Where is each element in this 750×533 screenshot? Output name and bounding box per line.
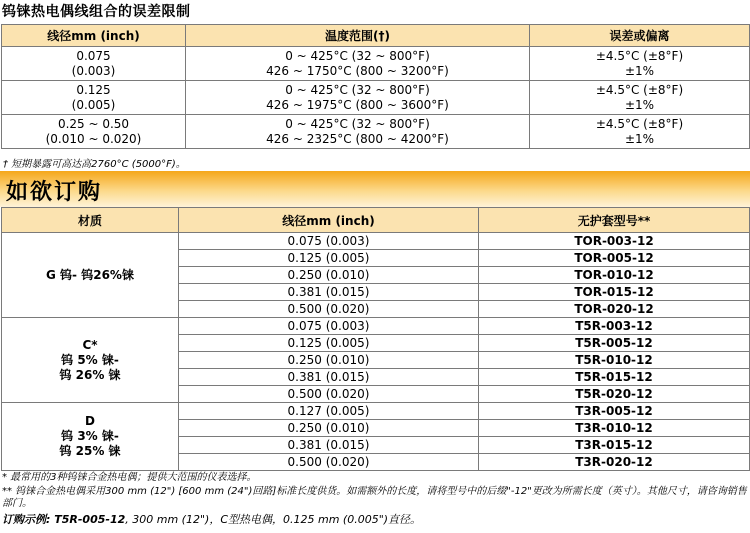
diameter-cell [2, 47, 186, 81]
col-header-temp-range: 温度范围(†) [186, 25, 530, 47]
model-code-cell: T3R-015-12 [479, 437, 750, 454]
material-line: 钨 3% 铼- [61, 429, 119, 443]
material-cell [2, 403, 179, 471]
model-code-cell: T3R-005-12 [479, 403, 750, 420]
model-code-cell: T5R-003-12 [479, 318, 750, 335]
cell-line: 426 ~ 1750°C (800 ~ 3200°F) [266, 63, 449, 78]
material-line: 钨 5% 铼- [61, 352, 119, 367]
table-row [2, 47, 750, 81]
model-code-cell: TOR-005-12 [479, 250, 750, 267]
diameter-cell: 0.125 (0.005) [179, 250, 479, 267]
table-header-row [2, 25, 750, 47]
diameter-cell: 0.381 (0.015) [179, 369, 479, 386]
cell-line: ±4.5°C (±8°F) [595, 48, 684, 63]
page-title: 钨铼热电偶线组合的误差限制 [2, 4, 191, 20]
error-limits-table [1, 24, 750, 149]
table-header-row [2, 208, 750, 233]
cell-line: 0.075 [76, 48, 111, 63]
table-row [2, 115, 750, 149]
material-line: G 钨- 钨26%铼 [46, 267, 134, 282]
col-header-error: 误差或偏离 [530, 25, 750, 47]
cell-line: 0 ~ 425°C (32 ~ 800°F) [285, 116, 430, 131]
temp-cell [186, 81, 530, 115]
diameter-cell: 0.250 (0.010) [179, 420, 479, 437]
cell-line: ±4.5°C (±8°F) [595, 116, 684, 131]
col-header-diameter: 线径mm (inch) [179, 208, 479, 233]
table-row [2, 318, 750, 335]
model-code-cell: T5R-015-12 [479, 369, 750, 386]
model-code-cell: TOR-015-12 [479, 284, 750, 301]
diameter-cell: 0.381 (0.015) [179, 437, 479, 454]
model-code-cell: T3R-020-12 [479, 454, 750, 471]
col-header-diameter: 线径mm (inch) [2, 25, 186, 47]
material-cell [2, 233, 179, 318]
material-line: C* [82, 337, 98, 352]
temp-cell [186, 47, 530, 81]
cell-line: 426 ~ 1975°C (800 ~ 3600°F) [266, 97, 449, 112]
length-footnote: ** 钨铼合金热电偶采用300 mm (12") [600 mm (24")回路]标准长度供货。如需额外的长度，请将型号中的后缀"-12"更改为所需长度（英寸）。其他尺寸，请咨询销售部门。 [2, 486, 747, 509]
cell-line: ±1% [624, 63, 655, 78]
cell-line: 0.25 ~ 0.50 [57, 116, 130, 131]
diameter-cell [2, 81, 186, 115]
temp-cell [186, 115, 530, 149]
diameter-cell: 0.125 (0.005) [179, 335, 479, 352]
common-footnote: * 最常用的3种钨铼合金热电偶；提供大范围的仪表选择。 [2, 472, 257, 483]
error-cell [530, 115, 750, 149]
model-code-cell: TOR-010-12 [479, 267, 750, 284]
cell-line: ±4.5°C (±8°F) [595, 82, 684, 97]
diameter-cell: 0.075 (0.003) [179, 318, 479, 335]
order-example [2, 514, 421, 526]
cell-line: (0.003) [71, 63, 116, 78]
cell-line: 0 ~ 425°C (32 ~ 800°F) [285, 82, 430, 97]
diameter-cell: 0.075 (0.003) [179, 233, 479, 250]
diameter-cell [2, 115, 186, 149]
cell-line: ±1% [624, 97, 655, 112]
material-cell [2, 318, 179, 403]
diameter-cell: 0.500 (0.020) [179, 386, 479, 403]
model-code-cell: T3R-010-12 [479, 420, 750, 437]
table-row [2, 81, 750, 115]
model-code-cell: T5R-005-12 [479, 335, 750, 352]
material-line: 钨 25% 铼 [59, 444, 121, 458]
diameter-cell: 0.127 (0.005) [179, 403, 479, 420]
cell-line: 426 ~ 2325°C (800 ~ 4200°F) [266, 131, 449, 146]
table-row [2, 233, 750, 250]
order-table-body [2, 233, 750, 471]
error-cell [530, 81, 750, 115]
diameter-cell: 0.250 (0.010) [179, 352, 479, 369]
cell-line: 0 ~ 425°C (32 ~ 800°F) [285, 48, 430, 63]
cell-line: (0.005) [71, 97, 116, 112]
model-code-cell: TOR-020-12 [479, 301, 750, 318]
col-header-material: 材质 [2, 208, 179, 233]
cell-line: (0.010 ~ 0.020) [45, 131, 142, 146]
cell-line: ±1% [624, 131, 655, 146]
diameter-cell: 0.250 (0.010) [179, 267, 479, 284]
order-example-model: T5R-005-12 [54, 513, 126, 526]
order-example-text: , 300 mm (12")，C型热电偶，0.125 mm (0.005")直径。 [125, 513, 422, 526]
diameter-cell: 0.500 (0.020) [179, 454, 479, 471]
material-line: D [85, 414, 95, 428]
cell-line: 0.125 [76, 82, 111, 97]
col-header-model: 无护套型号** [479, 208, 750, 233]
order-table [1, 207, 750, 471]
model-code-cell: TOR-003-12 [479, 233, 750, 250]
model-code-cell: T5R-020-12 [479, 386, 750, 403]
order-example-label: 订购示例: [2, 513, 55, 526]
order-banner [0, 171, 750, 207]
temperature-footnote: † 短期暴露可高达高2760°C (5000°F)。 [3, 159, 186, 170]
table-row [2, 403, 750, 420]
order-banner-title: 如欲订购 [6, 180, 103, 205]
diameter-cell: 0.500 (0.020) [179, 301, 479, 318]
material-line: 钨 26% 铼 [59, 367, 121, 382]
model-code-cell: T5R-010-12 [479, 352, 750, 369]
diameter-cell: 0.381 (0.015) [179, 284, 479, 301]
error-cell [530, 47, 750, 81]
